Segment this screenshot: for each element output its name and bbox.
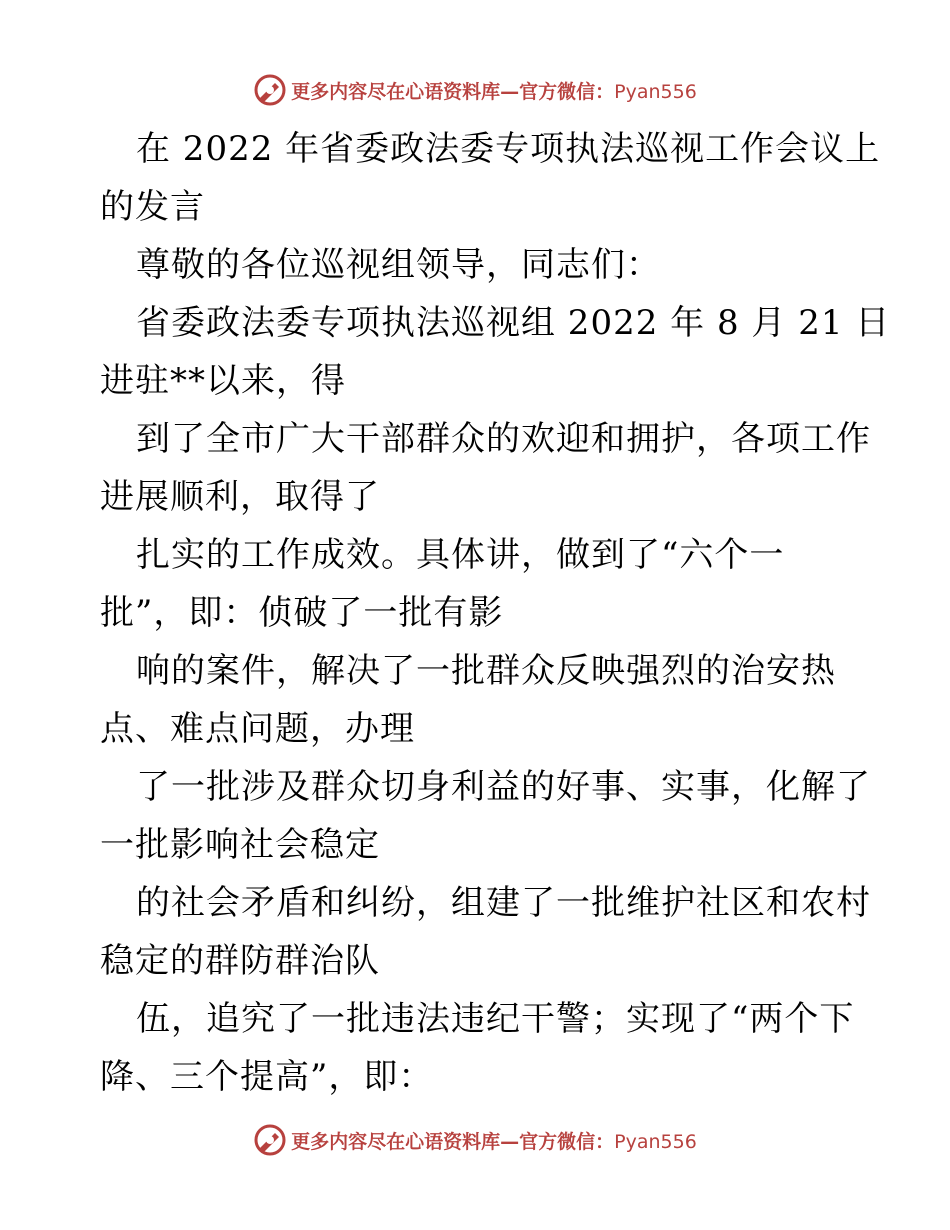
paragraph-line: 降、三个提高”，即： bbox=[100, 1057, 434, 1097]
paragraph-line: 扎实的工作成效。具体讲，做到了“六个一 bbox=[136, 535, 785, 575]
paragraph-line: 批”，即：侦破了一批有影 bbox=[100, 593, 504, 633]
pen-logo-icon bbox=[253, 1123, 287, 1157]
paragraph-line: 了一批涉及群众切身利益的好事、实事，化解了 bbox=[136, 767, 871, 807]
paragraph-line: 到了全市广大干部群众的欢迎和拥护，各项工作 bbox=[136, 419, 871, 459]
paragraph-line: 省委政法委专项执法巡视组 2022 年 8 月 21 日 bbox=[136, 303, 891, 343]
banner-account: Pyan556 bbox=[614, 1130, 697, 1153]
pen-logo-icon bbox=[253, 73, 287, 107]
paragraph-line: 一批影响社会稳定 bbox=[100, 825, 380, 865]
title-line: 在 2022 年省委政法委专项执法巡视工作会议上 bbox=[136, 129, 881, 169]
paragraph-line: 响的案件，解决了一批群众反映强烈的治安热 bbox=[136, 651, 836, 691]
paragraph-line: 点、难点问题，办理 bbox=[100, 709, 415, 749]
banner-account: Pyan556 bbox=[614, 80, 697, 103]
document-body bbox=[100, 120, 891, 1106]
paragraph-line: 进展顺利，取得了 bbox=[100, 477, 380, 517]
paragraph-line: 的社会矛盾和纠纷，组建了一批维护社区和农村 bbox=[136, 883, 871, 923]
salutation-line: 尊敬的各位巡视组领导，同志们： bbox=[136, 245, 661, 285]
title-line: 的发言 bbox=[100, 187, 205, 227]
paragraph-line: 进驻**以来，得 bbox=[100, 361, 346, 401]
banner-text: 更多内容尽在心语资料库—官方微信：Pyan556 bbox=[291, 80, 697, 103]
header-banner bbox=[0, 70, 950, 110]
footer-banner bbox=[0, 1120, 950, 1160]
paragraph-line: 伍，追究了一批违法违纪干警；实现了“两个下 bbox=[136, 999, 855, 1039]
banner-text: 更多内容尽在心语资料库—官方微信：Pyan556 bbox=[291, 1130, 697, 1153]
paragraph-line: 稳定的群防群治队 bbox=[100, 941, 380, 981]
